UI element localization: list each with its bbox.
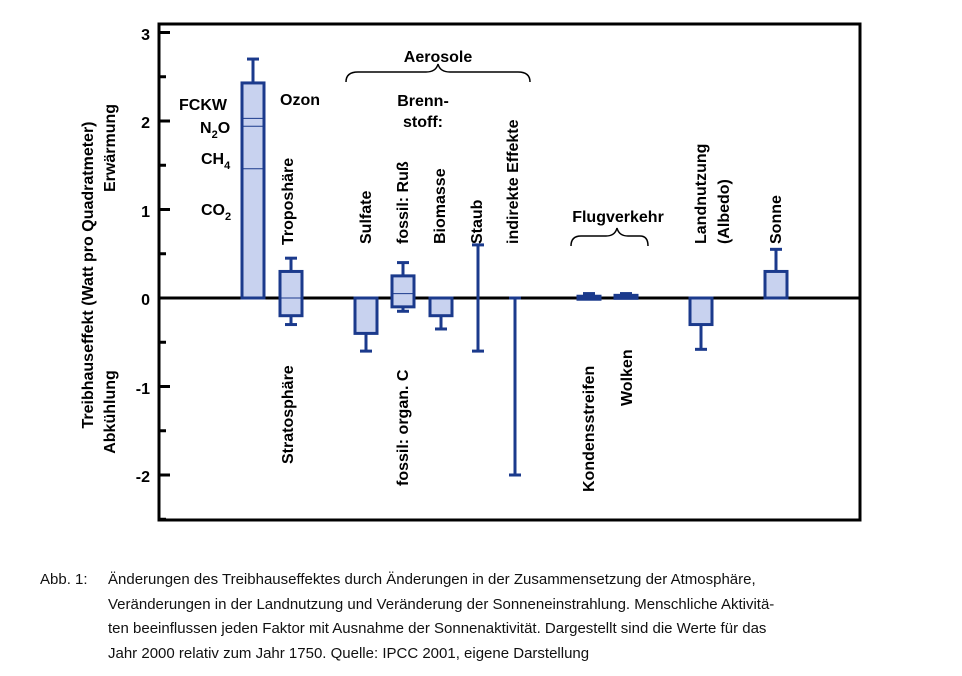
label-sonne: Sonne bbox=[768, 195, 785, 244]
label-fossil-organ: fossil: organ. C bbox=[395, 369, 412, 486]
y-axis-title: Treibhauseffekt (Watt pro Quadratmeter) bbox=[80, 121, 97, 429]
bar-wolken bbox=[615, 295, 637, 298]
label-fossil-russ: fossil: Ruß bbox=[395, 161, 412, 244]
label-brennstoff-2: stoff: bbox=[403, 114, 443, 131]
caption-line: Jahr 2000 relativ zum Jahr 1750. Quelle: IPCC 2001, eigene Darstellung bbox=[108, 644, 590, 662]
y-axis-cool-label: Abkühlung bbox=[102, 370, 119, 454]
label-n2o: $N_2O$ bbox=[200, 120, 231, 141]
label-fckw: FCKW bbox=[179, 97, 227, 114]
y-ticks bbox=[159, 33, 170, 520]
label-biomasse: Biomasse bbox=[432, 168, 449, 244]
bar-landnutzung bbox=[690, 298, 712, 325]
caption-label: Abb. 1: bbox=[40, 571, 88, 588]
caption-text bbox=[108, 568, 958, 666]
label-indirekte: indirekte Effekte bbox=[505, 119, 522, 244]
bar-ozon-troposphaere bbox=[280, 271, 302, 315]
label-aerosole: Aerosole bbox=[403, 49, 473, 66]
y-tick-label: 0 bbox=[141, 292, 150, 309]
bar-sulfate bbox=[355, 298, 377, 333]
y-tick-label: -2 bbox=[135, 469, 150, 486]
brace-aerosole bbox=[346, 64, 530, 82]
bar-fossil-russ bbox=[392, 276, 414, 307]
y-tick-label: -1 bbox=[135, 381, 150, 398]
y-tick-label: 2 bbox=[141, 115, 150, 132]
caption-line: ten beeinflussen jeden Faktor mit Ausnahme der Sonnenaktivität. Dargestellt sind die Werte für das bbox=[108, 620, 767, 637]
caption-line: Änderungen des Treibhauseffektes durch Änderungen in der Zusammensetzung der Atmosphäre, bbox=[108, 571, 756, 588]
label-sulfate: Sulfate bbox=[358, 190, 375, 244]
label-brennstoff-1: Brenn- bbox=[397, 93, 449, 110]
label-flugverkehr: Flugverkehr bbox=[572, 209, 664, 226]
y-axis-warm-label: Erwärmung bbox=[102, 103, 119, 193]
bar-ghg bbox=[242, 83, 264, 298]
label-ch4: $CH_4$ bbox=[201, 151, 231, 172]
bar-sonne bbox=[765, 271, 787, 298]
y-tick-labels bbox=[136, 27, 150, 486]
label-wolken: Wolken bbox=[619, 349, 636, 406]
label-staub: Staub bbox=[469, 199, 486, 244]
label-troposphaere: Troposhäre bbox=[280, 157, 297, 245]
label-albedo: (Albedo) bbox=[716, 179, 733, 244]
caption-line: Veränderungen in der Landnutzung und Veränderung der Sonneneinstrahlung. Menschliche Aktivitä- bbox=[108, 595, 775, 613]
bar-biomasse bbox=[430, 298, 452, 316]
brace-flugverkehr bbox=[571, 228, 648, 246]
label-ozon: Ozon bbox=[280, 92, 320, 109]
label-stratosphaere: Stratosphäre bbox=[280, 365, 297, 464]
label-landnutzung: Landnutzung bbox=[693, 143, 710, 244]
y-tick-label: 1 bbox=[141, 204, 150, 221]
label-co2: $CO_2$ bbox=[201, 202, 232, 223]
bar-kondensstreifen bbox=[578, 296, 600, 299]
y-tick-label: 3 bbox=[141, 27, 150, 44]
label-kondensstreifen: Kondensstreifen bbox=[581, 365, 598, 492]
